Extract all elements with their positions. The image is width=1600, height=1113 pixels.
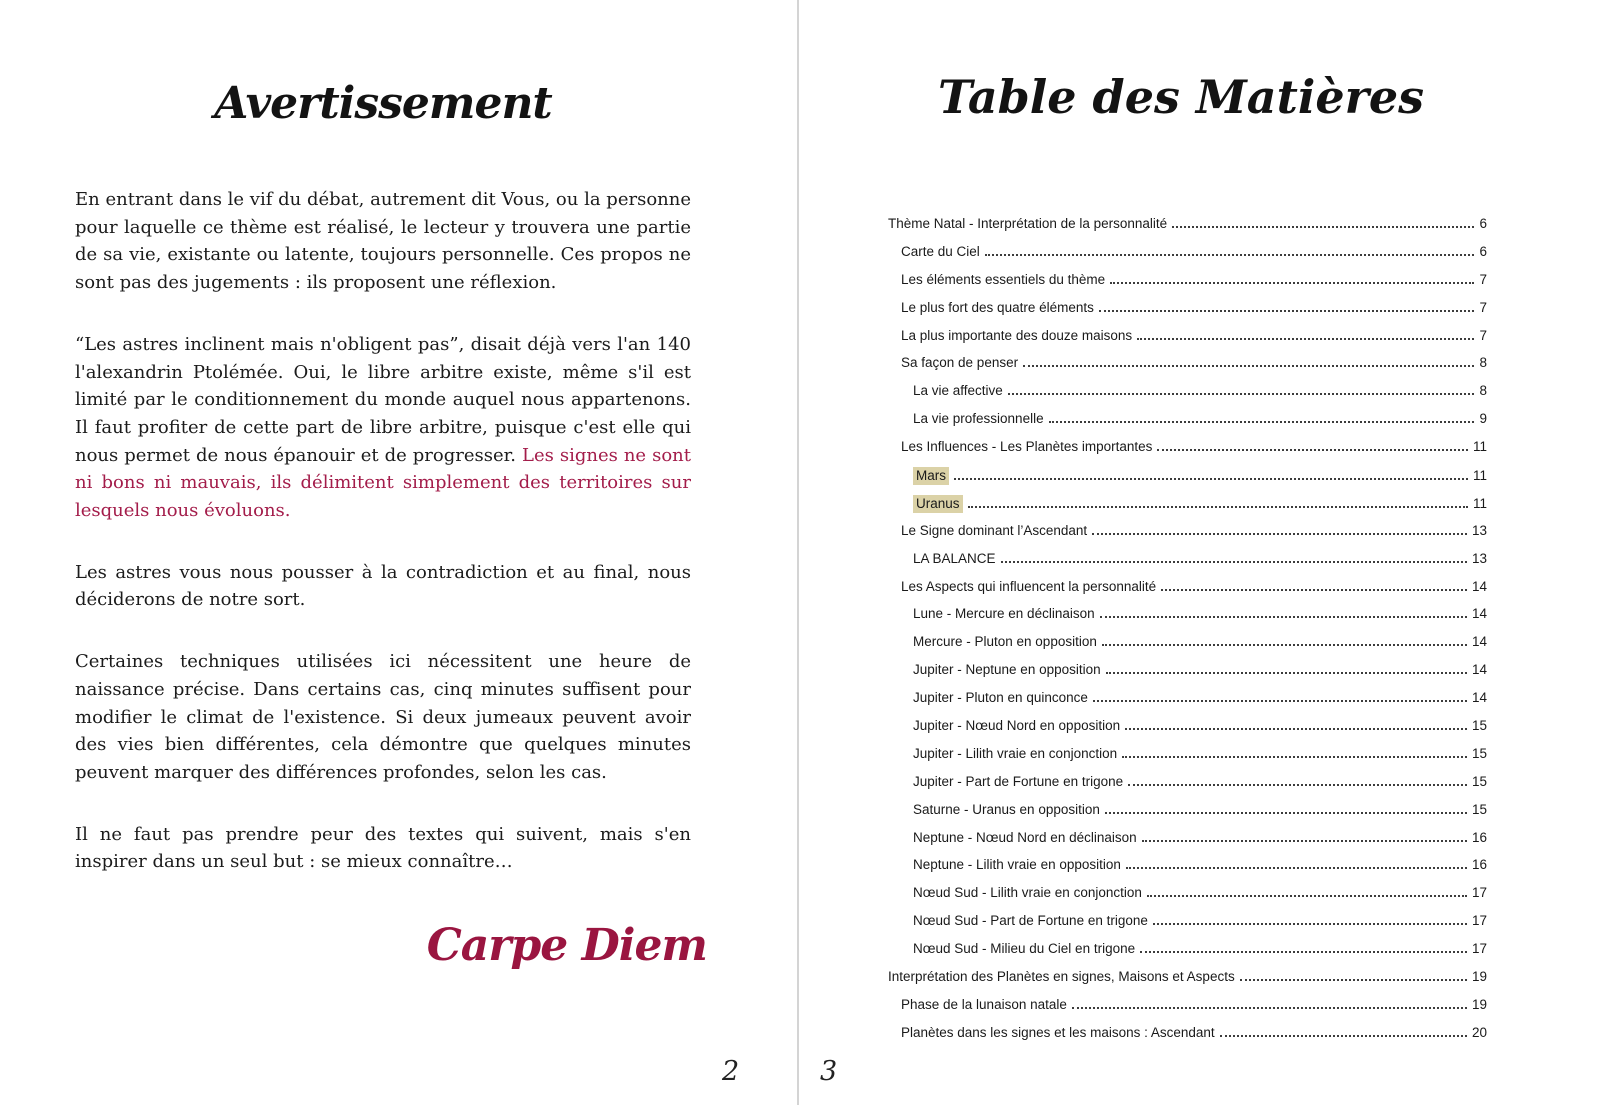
paragraph-accent-text: Les signes ne sont ni bons ni mauvais, ils délimitent simplement des territoires sur lesquels nous évoluons. [75,444,691,522]
toc-page-number: 20 [1471,1024,1487,1040]
toc-entry-label: Les Aspects qui influencent la personnalité [901,578,1157,594]
toc-leader-dots [1172,226,1474,228]
toc-leader-dots [1137,338,1474,340]
toc-entry[interactable] [875,634,1487,662]
toc-leader-dots [1142,840,1467,842]
right-page-number: 3 [820,1056,838,1087]
toc-entry-label: Lune - Mercure en déclinaison [913,606,1095,622]
toc-entry[interactable] [875,802,1487,830]
toc-entry-label: Interprétation des Planètes en signes, Maisons et Aspects [888,969,1235,985]
toc-entry[interactable] [875,969,1487,997]
toc-entry[interactable] [875,913,1487,941]
toc-page-number: 15 [1471,773,1487,789]
paragraph [75,821,691,876]
toc-leader-dots [1161,589,1467,591]
toc-leader-dots [1147,895,1467,897]
toc-entry[interactable] [875,774,1487,802]
toc-title: Table des Matières [937,70,1424,124]
toc-entry[interactable] [875,662,1487,690]
toc-entry-label: Jupiter - Pluton en quinconce [913,690,1088,706]
toc-entry-label: Mercure - Pluton en opposition [913,634,1097,650]
toc-page-number: 16 [1471,829,1487,845]
left-page-number: 2 [722,1056,740,1087]
toc-entry-label-highlighted: Uranus [913,495,963,513]
toc-leader-dots [1140,951,1467,953]
toc-entry[interactable] [875,551,1487,579]
toc-page-number: 11 [1472,439,1487,455]
toc-leader-dots [1023,365,1474,367]
toc-entry-label: Sa façon de penser [901,355,1019,371]
toc-page-number: 15 [1471,718,1487,734]
toc-page-number: 17 [1471,913,1487,929]
toc-leader-dots [1092,533,1467,535]
toc-page-number: 6 [1479,243,1487,259]
toc-page-number: 8 [1479,383,1487,399]
paragraph-text: Les astres vous nous pousser à la contradiction et au final, nous déciderons de notre sort. [75,561,691,611]
toc-page-number: 14 [1471,634,1487,650]
toc-entry-label: Nœud Sud - Part de Fortune en trigone [913,913,1148,929]
toc-leader-dots [1220,1035,1467,1037]
toc-leader-dots [1105,812,1467,814]
toc-page-number: 14 [1471,606,1487,622]
toc-leader-dots [1049,421,1475,423]
toc-leader-dots [1001,561,1467,563]
toc-leader-dots [1008,393,1475,395]
toc-leader-dots [1099,310,1475,312]
toc-entry[interactable] [875,328,1487,356]
toc-entry-label: Le Signe dominant l’Ascendant [901,522,1088,538]
toc-page-number: 14 [1471,662,1487,678]
toc-entry[interactable] [875,830,1487,858]
toc-page-number: 17 [1471,941,1487,957]
toc-entry[interactable] [875,439,1487,467]
toc-entry[interactable] [875,272,1487,300]
toc-entry[interactable] [875,857,1487,885]
toc-page-number: 13 [1471,550,1487,566]
toc-page-number: 7 [1479,271,1487,287]
toc-page-number: 19 [1471,996,1487,1012]
toc-leader-dots [1110,282,1474,284]
toc-leader-dots [1122,756,1467,758]
toc-entry-label: Jupiter - Neptune en opposition [913,662,1101,678]
paragraph [75,331,691,525]
toc-entry[interactable] [875,690,1487,718]
toc-leader-dots [1125,728,1467,730]
toc-page-number: 15 [1471,801,1487,817]
toc-page-number: 6 [1479,216,1487,231]
page-left [0,0,797,1113]
toc-entry-label: Le plus fort des quatre éléments [901,299,1094,315]
paragraph-text: En entrant dans le vif du débat, autrement dit Vous, ou la personne pour laquelle ce thème est réalisé, le lecteur y trouvera une partie de sa vie, existante ou latente, toujours personnelle. Ces propos ne sont pas des jugements : ils proposent une réflexion. [75,189,691,294]
toc-page-number: 16 [1471,857,1487,873]
toc-entry-label: Nœud Sud - Lilith vraie en conjonction [913,885,1142,901]
toc-entry[interactable] [875,495,1487,523]
toc-entry-label: Les Influences - Les Planètes importantes [901,439,1153,455]
toc-entry[interactable] [875,523,1487,551]
toc-leader-dots [954,478,1468,480]
toc-page-number: 15 [1471,745,1487,761]
toc-page-number: 7 [1479,327,1487,343]
toc-entry[interactable] [875,718,1487,746]
toc-page-number: 11 [1472,495,1487,511]
toc-entry[interactable] [875,411,1487,439]
toc-leader-dots [1126,867,1467,869]
toc-leader-dots [1153,923,1467,925]
toc-entry-label: Planètes dans les signes et les maisons : Ascendant [901,1024,1215,1040]
toc-entry-label: Les éléments essentiels du thème [901,271,1106,287]
toc-leader-dots [1240,979,1467,981]
toc-entry-label: Jupiter - Lilith vraie en conjonction [913,745,1118,761]
left-page-title: Avertissement [214,78,552,129]
toc-leader-dots [1102,644,1467,646]
toc-page-number: 11 [1472,468,1487,484]
toc-entry-label: Neptune - Nœud Nord en déclinaison [913,829,1137,845]
paragraph [75,186,691,297]
toc-page-number: 14 [1471,578,1487,594]
toc-leader-dots [985,254,1475,256]
toc-leader-dots [1093,700,1467,702]
toc-entry-label: Saturne - Uranus en opposition [913,801,1100,817]
toc-leader-dots [1100,616,1467,618]
toc-entry-label: Phase de la lunaison natale [901,996,1067,1012]
toc-entry[interactable] [875,244,1487,272]
toc-page-number: 8 [1479,355,1487,371]
paragraph-text: “Les astres inclinent mais n'obligent pas”, disait déjà vers l'an 140 l'alexandrin Ptolémée. Oui, le libre arbitre existe, même s'il est limité par le conditionnement du monde auquel nous appartenons. Il faut profiter de cette part de libre arbitre, puisque c'est elle qui nous permet de nous épanouir et de progresser. [75,333,691,466]
toc-list [875,216,1487,1053]
toc-entry-label: LA BALANCE [913,550,996,566]
toc-page-number: 19 [1471,969,1487,985]
toc-page-number: 17 [1471,885,1487,901]
toc-entry-label: Neptune - Lilith vraie en opposition [913,857,1121,873]
toc-entry-label: La vie affective [913,383,1003,399]
page-right [799,0,1600,1113]
toc-entry[interactable] [875,579,1487,607]
toc-entry[interactable] [875,746,1487,774]
toc-entry-label: Jupiter - Nœud Nord en opposition [913,718,1121,734]
toc-page-number: 9 [1479,411,1487,427]
toc-entry[interactable] [875,606,1487,634]
toc-page-number: 13 [1471,522,1487,538]
toc-entry-label: Carte du Ciel [901,243,980,259]
body-paragraphs [75,186,691,910]
toc-page-number: 14 [1471,690,1487,706]
toc-page-number: 7 [1479,299,1487,315]
toc-entry-label: La plus importante des douze maisons [901,327,1133,343]
toc-leader-dots [1072,1007,1467,1009]
toc-entry-label: La vie professionnelle [913,411,1044,427]
toc-leader-dots [1157,449,1468,451]
toc-entry-label: Jupiter - Part de Fortune en trigone [913,773,1124,789]
paragraph-text: Il ne faut pas prendre peur des textes qui suivent, mais s'en inspirer dans un seul but : se mieux connaître… [75,823,691,873]
toc-entry[interactable] [875,355,1487,383]
toc-entry-label-highlighted: Mars [913,467,949,485]
toc-entry-label: Thème Natal - Interprétation de la personnalité [888,216,1168,231]
toc-entry[interactable] [875,467,1487,495]
toc-leader-dots [1128,784,1467,786]
toc-entry[interactable] [875,997,1487,1025]
toc-entry[interactable] [875,885,1487,913]
toc-entry[interactable] [875,383,1487,411]
toc-entry[interactable] [875,941,1487,969]
toc-entry-label: Nœud Sud - Milieu du Ciel en trigone [913,941,1136,957]
toc-leader-dots [1106,672,1467,674]
paragraph-text: Certaines techniques utilisées ici nécessitent une heure de naissance précise. Dans certains cas, cinq minutes suffisent pour modifier le climat de l'existence. Si deux jumeaux peuvent avoir des vies bien différentes, cela démontre que quelques minutes peuvent marquer des différences profondes, selon les cas. [75,651,691,783]
toc-entry[interactable] [875,300,1487,328]
toc-entry[interactable] [875,1025,1487,1053]
signature-text: Carpe Diem [426,920,707,971]
paragraph [75,648,691,787]
toc-entry[interactable] [875,216,1487,244]
toc-leader-dots [968,506,1468,508]
paragraph [75,559,691,614]
